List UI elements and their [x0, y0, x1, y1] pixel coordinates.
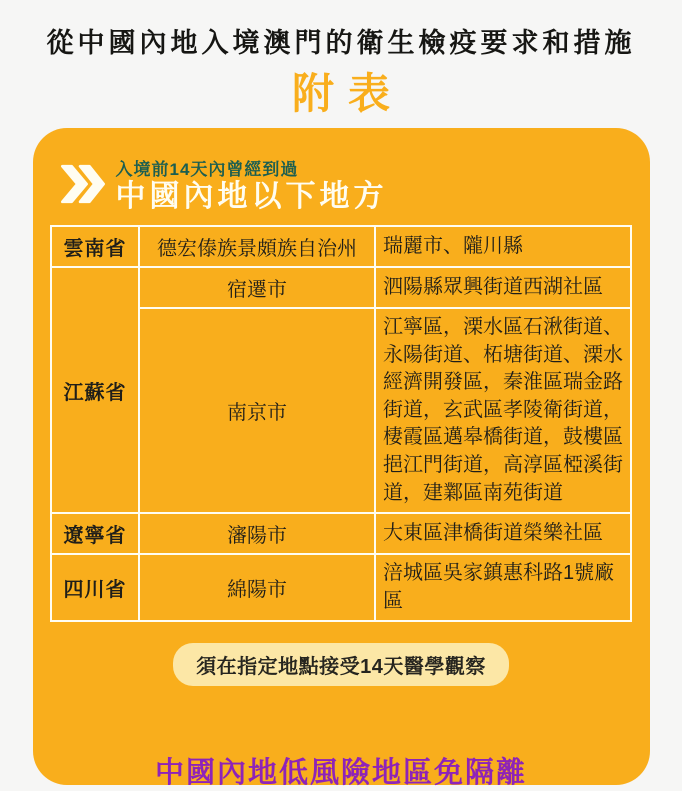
table-row	[51, 513, 631, 554]
districts-cell: 泗陽縣眾興街道西湖社區	[375, 267, 631, 308]
districts-cell: 瑞麗市、隴川縣	[375, 226, 631, 267]
panel-header	[50, 155, 633, 213]
table-row	[51, 554, 631, 621]
city-cell: 瀋陽市	[139, 513, 375, 554]
province-cell: 江蘇省	[51, 267, 139, 513]
info-panel	[33, 128, 650, 790]
city-cell: 德宏傣族景頗族自治州	[139, 226, 375, 267]
districts-cell: 江寧區，溧水區石湫街道、永陽街道、柘塘街道、溧水經濟開發區，秦淮區瑞金路街道，玄武區孝陵衛街道，棲霞區邁皋橋街道，鼓樓區挹江門街道，高淳區椏溪街道，建鄴區南苑街道	[375, 308, 631, 513]
low-risk-note: 中國內地低風險地區免隔離	[154, 757, 527, 790]
page-title: 從中國內地入境澳門的衛生檢疫要求和措施	[46, 28, 636, 58]
city-cell: 南京市	[139, 308, 375, 513]
city-cell: 綿陽市	[139, 554, 375, 621]
province-cell: 雲南省	[51, 226, 139, 267]
province-cell: 遼寧省	[51, 513, 139, 554]
table-row	[51, 226, 631, 267]
double-chevron-icon	[61, 157, 105, 211]
header-big-text: 中國內地以下地方	[115, 180, 388, 213]
regions-table	[50, 225, 632, 622]
page-subtitle: 附表	[291, 70, 404, 117]
table-row	[51, 267, 631, 308]
city-cell: 宿遷市	[139, 267, 375, 308]
province-cell: 四川省	[51, 554, 139, 621]
districts-cell: 涪城區吳家鎮惠科路1號廠區	[375, 554, 631, 621]
observation-badge: 須在指定地點接受14天醫學觀察	[173, 643, 509, 686]
panel-header-text	[116, 155, 388, 213]
header-small-text: 入境前14天內曾經到過	[115, 160, 299, 179]
districts-cell: 大東區津橋街道榮樂社區	[375, 513, 631, 554]
